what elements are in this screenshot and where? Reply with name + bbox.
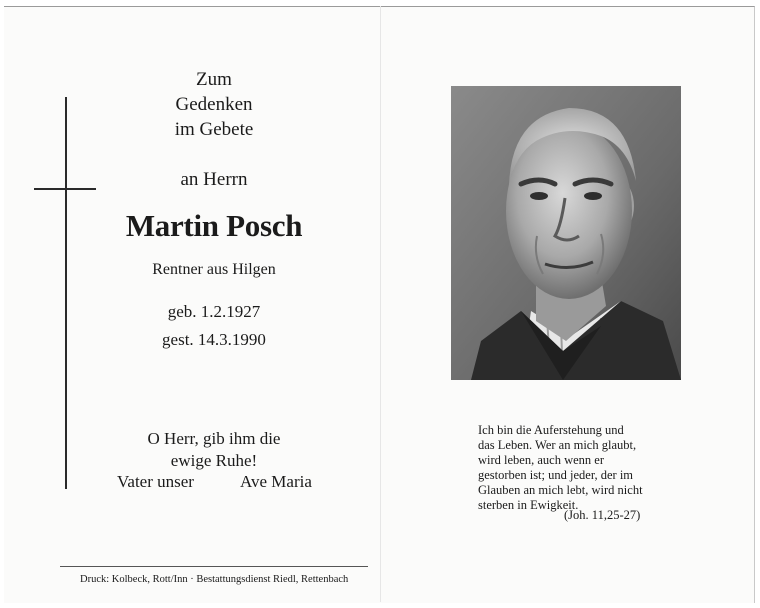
salutation: an Herrn: [180, 169, 248, 190]
portrait-photo: [451, 86, 681, 380]
heading-line: Gedenken: [175, 94, 253, 115]
verse-line: gestorben ist; und jeder, der im: [478, 468, 634, 482]
prayer-line: O Herr, gib ihm die: [147, 429, 281, 448]
cross-icon: [65, 97, 67, 489]
verse-line: Glauben an mich lebt, wird nicht: [478, 483, 643, 497]
verse-line: sterben in Ewigkeit.: [478, 498, 579, 512]
prayer-line: ewige Ruhe!: [170, 451, 258, 470]
verse-line: wird leben, auch wenn er: [478, 453, 604, 467]
cross-icon-bar: [34, 188, 96, 190]
memorial-heading: [124, 67, 304, 142]
heading-line: Zum: [196, 69, 232, 90]
prayer-ave-maria: Ave Maria: [240, 472, 312, 491]
prayer-request: [104, 428, 324, 472]
card-fold: [380, 6, 381, 602]
deceased-name: Martin Posch: [125, 208, 303, 243]
occupation: Rentner aus Hilgen: [152, 261, 276, 278]
death-date: gest. 14.3.1990: [162, 330, 266, 349]
prayer-vater-unser: Vater unser: [117, 472, 194, 491]
verse-line: das Leben. Wer an mich glaubt,: [478, 438, 637, 452]
birth-date: geb. 1.2.1927: [167, 302, 261, 321]
printer-note: Druck: Kolbeck, Rott/Inn · Bestattungsdienst Riedl, Rettenbach: [80, 574, 349, 585]
footer-rule: [60, 566, 368, 567]
verse-line: Ich bin die Auferstehung und: [478, 423, 624, 437]
bible-verse: [478, 423, 643, 513]
verse-reference: (Joh. 11,25-27): [564, 508, 641, 522]
heading-line: im Gebete: [174, 119, 254, 140]
